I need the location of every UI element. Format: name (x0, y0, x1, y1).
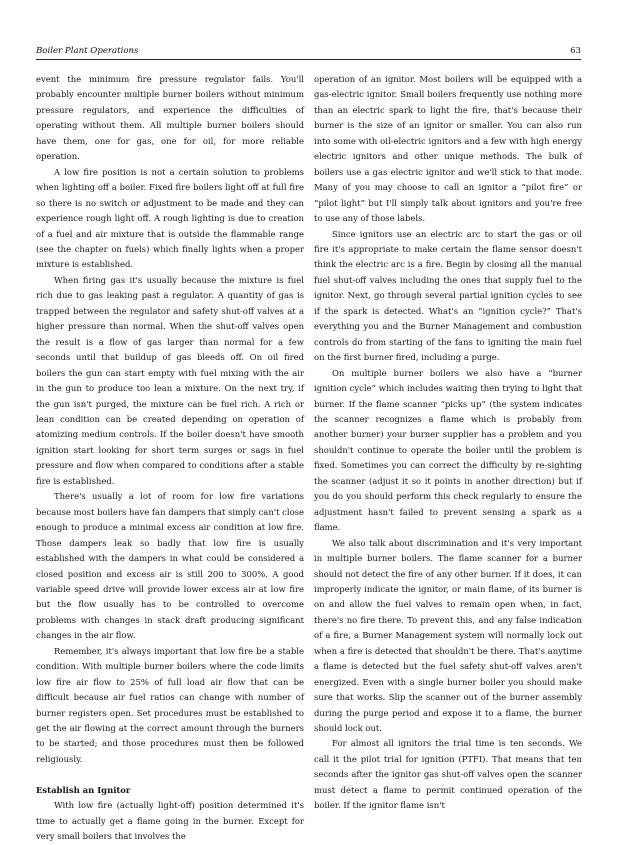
paragraph: Remember, it's always important that low fire be a stable condition. With multiple burner boilers where the code limits low fire air flow to 25% of full load air flow that can be difficult because air fuel ratios can change with number of burner registers open. Set procedures must be established to get the air flowing at the correct amount through the burners to be started; and those procedures must then be followed religiously. (36, 645, 304, 764)
right-column (314, 72, 582, 814)
paragraph: On multiple burner boilers we also have a “burner ignition cycle” which includes waiting then trying to light that burner. If the flame scanner “picks up” (the system indicates the scanner recognizes a flame which is probably from another burner) your burner supplier has a problem and you shouldn't continue to operate the boiler until the problem is fixed. Sometimes you can correct the difficulty by re-sighting the scanner (adjust it so it points in another direction) but if you do you should perform this check regularly to ensure the adjustment hasn't failed to prevent sensing a spark as a flame. (314, 367, 582, 533)
running-header (36, 46, 581, 60)
paragraph: With low fire (actually light-off) position determined it's time to actually get a flame going in the burner. Except for very small boilers that involves the (36, 800, 304, 842)
header-rule (36, 59, 581, 60)
paragraph: A low fire position is not a certain solution to problems when lighting off a boiler. Fixed fire boilers light off at full fire so there is no switch or adjustment to be made and they can experience rough light off. A rough lighting is due to creation of a fuel and air mixture that is outside the flammable range (see the chapter on fuels) which finally lights when a proper mixture is established. (36, 166, 304, 270)
paragraph: event the minimum fire pressure regulator fails. You'll probably encounter multiple burner boilers without minimum pressure regulators, and experience the difficulties of operating without them. All multiple burner boilers should have them, one for gas, one for oil, for more reliable operation. (36, 74, 304, 162)
paragraph: For almost all ignitors the trial time is ten seconds. We call it the pilot trial for ignition (PTFI). That means that ten seconds after the ignitor gas shut-off valves open the scanner must detect a flame to permit continued operation of the boiler. If the ignitor flame isn't (314, 738, 582, 811)
page-number: 63 (570, 46, 581, 56)
paragraph: There's usually a lot of room for low fire variations because most boilers have fan dampers that simply can't close enough to produce a minimal excess air condition at low fire. Those dampers leak so badly that low fire is usually established with the dampers in what could be considered a closed position and excess air is still 200 to 300%. A good variable speed drive will provide lower excess air at low fire but the flow usually has to be controlled to overcome problems with changes in stack draft producing significant changes in the air flow. (36, 491, 304, 641)
paragraph: operation of an ignitor. Most boilers will be equipped with a gas-electric ignitor. Small boilers frequently use nothing more than an electric spark to light the fire, that's because their burner is the size of an ignitor or smaller. You can also run into some with oil-electric ignitors and a few with high energy electric ignitors and other unique methods. The bulk of boilers use a gas electric ignitor and we'll stick to that mode. Many of you may choose to call an ignitor a “pilot fire” or “pilot light” but I'll simply talk about ignitors and you're free to use any of those labels. (314, 74, 582, 224)
book-title: Boiler Plant Operations (36, 46, 139, 56)
paragraph: We also talk about discrimination and it's very important in multiple burner boilers. The flame scanner for a burner should not detect the fire of any other burner. If it does, it can improperly indicate the ignitor, or main flame, of its burner is on and allow the fuel valves to remain open when, in fact, there's no fire there. To prevent this, and any false indication of a fire, a Burner Management system will normally lock out when a fire is detected that shouldn't be there. That's anytime a flame is detected but the fuel safety shut-off valves aren't energized. Even with a single burner boiler you should make sure that works. Slip the scanner out of the burner assembly during the purge period and expose it to a flame, the burner should lock out. (314, 537, 582, 734)
section-heading: Establish an Ignitor (36, 784, 131, 795)
paragraph: Since ignitors use an electric arc to start the gas or oil fire it's appropriate to make certain the flame sensor doesn't think the electric arc is a fire. Begin by closing all the manual fuel shut-off valves including the ones that supply fuel to the ignitor. Next, go through several partial ignition cycles to see if the spark is detected. What's an “ignition cycle?” That's everything you and the Burner Management and combustion controls do from starting of the fans to igniting the main fuel on the first burner fired, including a purge. (314, 228, 582, 363)
paragraph: When firing gas it's usually because the mixture is fuel rich due to gas leaking past a regulator. A quantity of gas is trapped between the regulator and safety shut-off valves at a higher pressure than normal. When the shut-off valves open the result is a flow of gas larger than normal for a few seconds until that buildup of gas bleeds off. On oil fired boilers the gun can start empty with fuel mixing with the air in the gun to produce too lean a mixture. On the next try, if the gun isn't purged, the mixture can be fuel rich. A rich or lean condition can be created depending on operation of atomizing medium controls. If the boiler doesn't have smooth ignition start looking for short term surges or sags in fuel pressure and flow when compared to conditions after a stable fire is established. (36, 274, 304, 486)
left-column (36, 72, 304, 845)
